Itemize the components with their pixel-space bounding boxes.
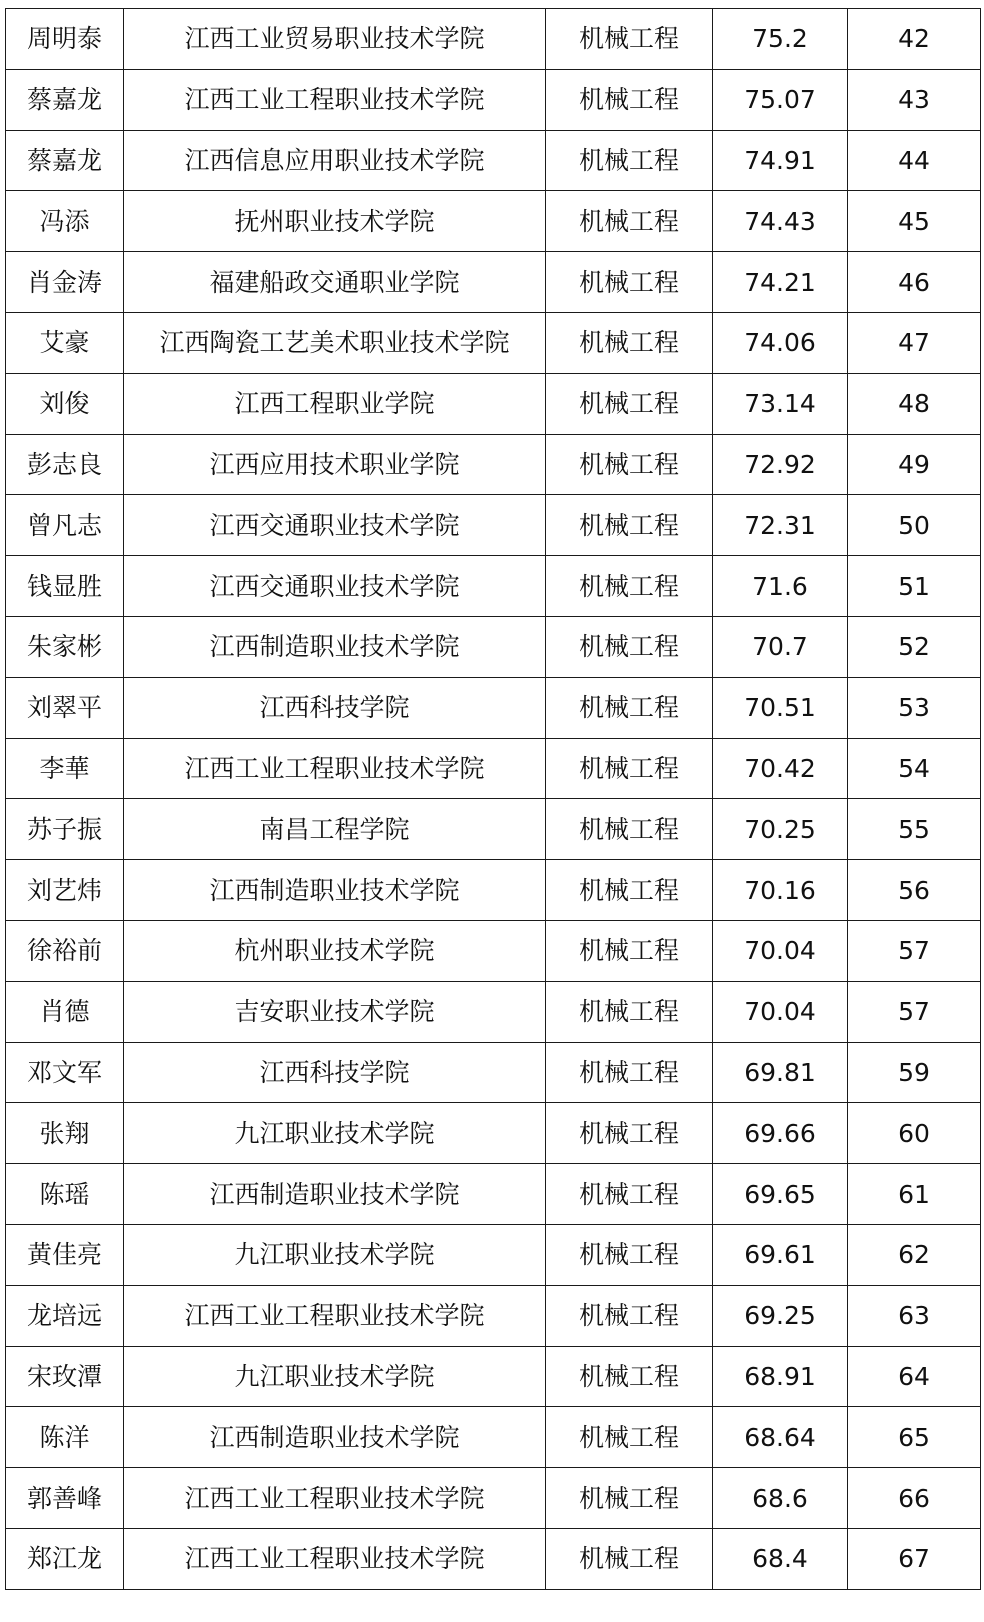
results-sheet [5,8,980,1590]
major-cell: 机械工程 [546,1103,713,1164]
score-cell: 74.43 [713,191,848,252]
score-cell: 75.2 [713,9,848,70]
score-cell: 72.92 [713,434,848,495]
table-row [6,616,981,677]
major-cell: 机械工程 [546,738,713,799]
table-row [6,130,981,191]
major-cell: 机械工程 [546,616,713,677]
rank-cell: 64 [848,1346,981,1407]
major-cell: 机械工程 [546,1468,713,1529]
score-cell: 68.6 [713,1468,848,1529]
major-cell: 机械工程 [546,860,713,921]
rank-cell: 47 [848,312,981,373]
rank-cell: 67 [848,1528,981,1589]
major-cell: 机械工程 [546,1528,713,1589]
table-row [6,1407,981,1468]
major-cell: 机械工程 [546,920,713,981]
student-name-cell: 肖德 [6,981,124,1042]
school-cell: 江西科技学院 [124,677,546,738]
score-cell: 69.66 [713,1103,848,1164]
table-row [6,677,981,738]
score-cell: 72.31 [713,495,848,556]
student-name-cell: 钱显胜 [6,556,124,617]
school-cell: 江西工程职业学院 [124,373,546,434]
school-cell: 江西工业贸易职业技术学院 [124,9,546,70]
student-name-cell: 陈瑶 [6,1164,124,1225]
student-name-cell: 朱家彬 [6,616,124,677]
major-cell: 机械工程 [546,1042,713,1103]
student-name-cell: 彭志良 [6,434,124,495]
school-cell: 九江职业技术学院 [124,1103,546,1164]
school-cell: 江西信息应用职业技术学院 [124,130,546,191]
student-name-cell: 肖金涛 [6,252,124,313]
score-cell: 68.91 [713,1346,848,1407]
rank-cell: 61 [848,1164,981,1225]
table-row [6,860,981,921]
major-cell: 机械工程 [546,130,713,191]
school-cell: 江西工业工程职业技术学院 [124,69,546,130]
major-cell: 机械工程 [546,1164,713,1225]
school-cell: 南昌工程学院 [124,799,546,860]
table-row [6,373,981,434]
table-row [6,1042,981,1103]
table-row [6,1164,981,1225]
score-cell: 70.51 [713,677,848,738]
student-name-cell: 张翔 [6,1103,124,1164]
score-cell: 69.25 [713,1285,848,1346]
school-cell: 九江职业技术学院 [124,1224,546,1285]
table-row [6,920,981,981]
table-row [6,556,981,617]
score-cell: 69.81 [713,1042,848,1103]
score-cell: 75.07 [713,69,848,130]
table-row [6,9,981,70]
rank-cell: 46 [848,252,981,313]
score-cell: 69.65 [713,1164,848,1225]
student-name-cell: 陈洋 [6,1407,124,1468]
student-name-cell: 刘俊 [6,373,124,434]
rank-cell: 45 [848,191,981,252]
table-row [6,312,981,373]
table-row [6,1468,981,1529]
table-row [6,1224,981,1285]
student-name-cell: 蔡嘉龙 [6,130,124,191]
school-cell: 江西工业工程职业技术学院 [124,1528,546,1589]
major-cell: 机械工程 [546,981,713,1042]
major-cell: 机械工程 [546,495,713,556]
score-cell: 70.04 [713,920,848,981]
school-cell: 杭州职业技术学院 [124,920,546,981]
student-name-cell: 邓文军 [6,1042,124,1103]
student-name-cell: 刘翠平 [6,677,124,738]
rank-cell: 66 [848,1468,981,1529]
school-cell: 江西科技学院 [124,1042,546,1103]
score-cell: 70.42 [713,738,848,799]
school-cell: 福建船政交通职业学院 [124,252,546,313]
student-name-cell: 徐裕前 [6,920,124,981]
rank-cell: 43 [848,69,981,130]
rank-cell: 65 [848,1407,981,1468]
school-cell: 江西交通职业技术学院 [124,556,546,617]
rank-cell: 49 [848,434,981,495]
school-cell: 江西制造职业技术学院 [124,1407,546,1468]
student-name-cell: 黄佳亮 [6,1224,124,1285]
score-cell: 70.25 [713,799,848,860]
rank-cell: 42 [848,9,981,70]
score-cell: 74.21 [713,252,848,313]
table-row [6,495,981,556]
major-cell: 机械工程 [546,1346,713,1407]
major-cell: 机械工程 [546,191,713,252]
major-cell: 机械工程 [546,312,713,373]
rank-cell: 48 [848,373,981,434]
student-name-cell: 曾凡志 [6,495,124,556]
table-row [6,738,981,799]
student-name-cell: 郑江龙 [6,1528,124,1589]
rank-cell: 55 [848,799,981,860]
student-name-cell: 蔡嘉龙 [6,69,124,130]
table-row [6,1103,981,1164]
school-cell: 江西应用技术职业学院 [124,434,546,495]
school-cell: 吉安职业技术学院 [124,981,546,1042]
student-name-cell: 刘艺炜 [6,860,124,921]
school-cell: 江西制造职业技术学院 [124,860,546,921]
rank-cell: 59 [848,1042,981,1103]
major-cell: 机械工程 [546,9,713,70]
student-name-cell: 李華 [6,738,124,799]
major-cell: 机械工程 [546,434,713,495]
score-cell: 69.61 [713,1224,848,1285]
score-cell: 73.14 [713,373,848,434]
table-row [6,434,981,495]
score-cell: 68.4 [713,1528,848,1589]
table-row [6,981,981,1042]
student-name-cell: 冯添 [6,191,124,252]
score-cell: 70.04 [713,981,848,1042]
score-cell: 70.7 [713,616,848,677]
table-row [6,799,981,860]
school-cell: 江西工业工程职业技术学院 [124,738,546,799]
school-cell: 九江职业技术学院 [124,1346,546,1407]
rank-cell: 57 [848,920,981,981]
score-cell: 71.6 [713,556,848,617]
school-cell: 江西制造职业技术学院 [124,1164,546,1225]
results-table-body [6,9,981,1590]
student-name-cell: 郭善峰 [6,1468,124,1529]
rank-cell: 63 [848,1285,981,1346]
major-cell: 机械工程 [546,1285,713,1346]
rank-cell: 60 [848,1103,981,1164]
major-cell: 机械工程 [546,799,713,860]
score-cell: 70.16 [713,860,848,921]
rank-cell: 53 [848,677,981,738]
table-row [6,1346,981,1407]
major-cell: 机械工程 [546,556,713,617]
rank-cell: 56 [848,860,981,921]
student-name-cell: 周明泰 [6,9,124,70]
major-cell: 机械工程 [546,1407,713,1468]
school-cell: 江西制造职业技术学院 [124,616,546,677]
score-cell: 74.91 [713,130,848,191]
rank-cell: 50 [848,495,981,556]
student-name-cell: 龙培远 [6,1285,124,1346]
rank-cell: 57 [848,981,981,1042]
major-cell: 机械工程 [546,373,713,434]
table-row [6,1528,981,1589]
rank-cell: 51 [848,556,981,617]
major-cell: 机械工程 [546,1224,713,1285]
major-cell: 机械工程 [546,677,713,738]
score-cell: 74.06 [713,312,848,373]
table-row [6,1285,981,1346]
results-table [5,8,981,1590]
rank-cell: 62 [848,1224,981,1285]
rank-cell: 54 [848,738,981,799]
major-cell: 机械工程 [546,69,713,130]
school-cell: 江西陶瓷工艺美术职业技术学院 [124,312,546,373]
rank-cell: 44 [848,130,981,191]
student-name-cell: 苏子振 [6,799,124,860]
table-row [6,191,981,252]
school-cell: 抚州职业技术学院 [124,191,546,252]
score-cell: 68.64 [713,1407,848,1468]
table-row [6,69,981,130]
school-cell: 江西工业工程职业技术学院 [124,1285,546,1346]
rank-cell: 52 [848,616,981,677]
student-name-cell: 宋玫潭 [6,1346,124,1407]
school-cell: 江西工业工程职业技术学院 [124,1468,546,1529]
major-cell: 机械工程 [546,252,713,313]
table-row [6,252,981,313]
student-name-cell: 艾豪 [6,312,124,373]
school-cell: 江西交通职业技术学院 [124,495,546,556]
